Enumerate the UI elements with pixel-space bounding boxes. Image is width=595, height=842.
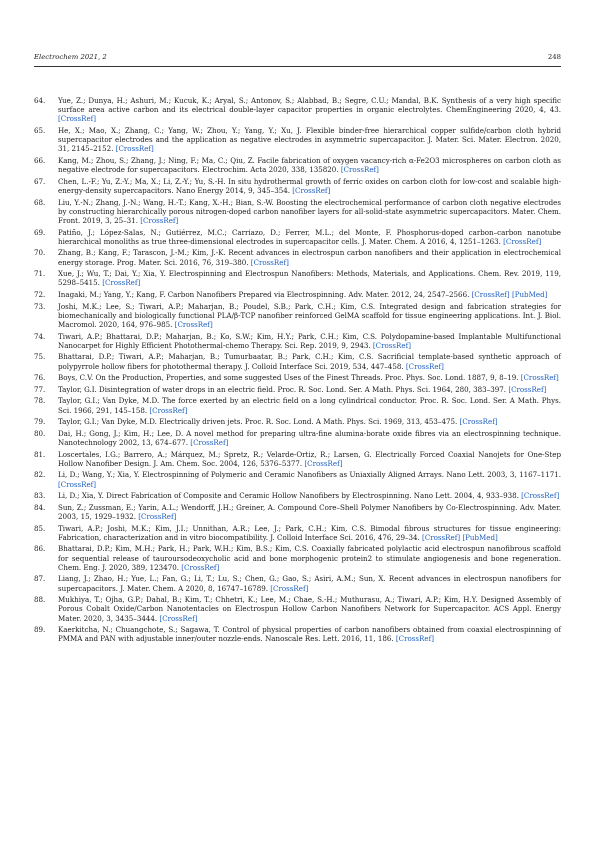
reference-number: 75.: [34, 352, 46, 362]
crossref-link[interactable]: [CrossRef]: [395, 634, 434, 644]
reference-number: 79.: [34, 417, 46, 427]
reference-item: [34, 352, 561, 370]
reference-item: [34, 228, 561, 246]
reference-item: [34, 156, 561, 174]
crossref-link[interactable]: [CrossRef]: [459, 417, 498, 427]
crossref-link[interactable]: [CrossRef]: [159, 613, 198, 623]
reference-text: Kaerkitcha, N.; Chuangchote, S.; Sagawa, T. Control of physical properties of carbon nanofibers obtained from coaxial electrospinning of PMMA and PAN with adjustable inner/outer nozzle-ends. Nanoscale Res. Lett. 2016, 11, 186.: [58, 625, 561, 644]
reference-text: Boys, C.V. On the Production, Properties, and some suggested Uses of the Finest Threads. Proc. Phys. Soc. Lond. 1887, 9, 8–19.: [58, 373, 519, 383]
crossref-link[interactable]: [CrossRef]: [521, 491, 560, 501]
crossref-link[interactable]: [CrossRef]: [138, 511, 177, 521]
header-divider: [34, 66, 561, 67]
reference-item: [34, 491, 561, 500]
crossref-link[interactable]: [CrossRef]: [149, 405, 188, 415]
reference-item: [34, 332, 561, 350]
reference-item: [34, 417, 561, 426]
crossref-link[interactable]: [CrossRef]: [250, 257, 289, 267]
reference-text: Taylor, G.I.; Van Dyke, M.D. The force exerted by an electric field on a long cylindrical conductor. Proc. R. Soc. Lond. Ser. A Math. Phys. Sci. 1966, 291, 145–158.: [58, 396, 561, 415]
crossref-link[interactable]: [CrossRef]: [422, 532, 461, 542]
reference-number: 72.: [34, 289, 46, 299]
reference-number: 69.: [34, 227, 46, 237]
pubmed-link[interactable]: [PubMed]: [511, 289, 548, 299]
crossref-link[interactable]: [CrossRef]: [58, 114, 97, 124]
reference-text: Tiwari, A.P.; Joshi, M.K.; Kim, J.I.; Unnithan, A.R.; Lee, J.; Park, C.H.; Kim, C.S. Bimodal fibrous structures for tissue engineering: Fabrication, characterization and in vitro biocompatibility. J. Colloid Interface Sci. 2016, 476, 29–34.: [58, 523, 561, 542]
journal-citation: Electrochem 2021, 2: [34, 53, 107, 61]
reference-text: Li, D.; Xia, Y. Direct Fabrication of Composite and Ceramic Hollow Nanofibers by Electrospinning. Nano Lett. 2004, 4, 933–938.: [58, 491, 519, 501]
reference-number: 89.: [34, 625, 46, 635]
reference-text: Inagaki, M.; Yang, Y.; Kang, F. Carbon Nanofibers Prepared via Electrospinning. Adv. Mater. 2012, 24, 2547–2566.: [58, 289, 470, 299]
reference-text: Liang, J.; Zhao, H.; Yue, L.; Fan, G.; Li, T.; Lu, S.; Chen, G.; Gao, S.; Asiri, A.M.; Sun, X. Recent advances in electrospun nanofibers for supercapacitors. J. Mater. Chem. A 2020, 8, 16747–16789.: [58, 574, 561, 593]
crossref-link[interactable]: [CrossRef]: [174, 319, 213, 329]
reference-item: [34, 290, 561, 299]
reference-number: 73.: [34, 301, 46, 311]
reference-item: [34, 524, 561, 542]
crossref-link[interactable]: [CrossRef]: [503, 236, 542, 246]
reference-item: [34, 302, 561, 330]
crossref-link[interactable]: [CrossRef]: [471, 289, 510, 299]
reference-list: [34, 96, 561, 646]
crossref-link[interactable]: [CrossRef]: [405, 361, 444, 371]
reference-item: [34, 96, 561, 124]
reference-text: Sun, Z.; Zussman, E.; Yarin, A.L.; Wendorff, J.H.; Greiner, A. Compound Core–Shell Polymer Nanofibers by Co-Electrospinning. Adv. Mater. 2003, 15, 1929–1932.: [58, 502, 561, 521]
reference-number: 65.: [34, 126, 46, 135]
reference-text: Zhang, B.; Kang, F.; Tarascon, J.-M.; Kim, J.-K. Recent advances in electrospun carbon nanofibers and their application in electrochemical energy storage. Prog. Mater. Sci. 2016, 76, 319–380.: [58, 248, 561, 267]
crossref-link[interactable]: [CrossRef]: [520, 373, 559, 383]
crossref-link[interactable]: [CrossRef]: [292, 186, 331, 195]
reference-item: [34, 544, 561, 572]
reference-text: Xue, J.; Wu, T.; Dai, Y.; Xia, Y. Electrospinning and Electrospun Nanofibers: Methods, Materials, and Applications. Chem. Rev. 2019, 119, 5298–5415.: [58, 269, 561, 288]
reference-item: [34, 450, 561, 468]
reference-item: [34, 470, 561, 488]
crossref-link[interactable]: [CrossRef]: [304, 458, 343, 468]
reference-number: 88.: [34, 595, 46, 605]
reference-number: 67.: [34, 176, 46, 186]
reference-number: 80.: [34, 428, 46, 438]
reference-text: Kang, M.; Zhou, S.; Zhang, J.; Ning, F.; Ma, C.; Qiu, Z. Facile fabrication of oxygen vacancy-rich α-Fe2O3 microspheres on carbon cloth as negative electrode for supercapacitors. Electrochim. Acta 2020, 338, 135820.: [58, 156, 561, 175]
reference-number: 64.: [34, 96, 46, 105]
reference-text: Patiño, J.; López-Salas, N.; Gutiérrez, M.C.; Carriazo, D.; Ferrer, M.L.; del Monte, F. Phosphorus-doped carbon–carbon nanotube hierarchical monoliths as true three-dimensional electrodes in supercapacitor cells. J. Mater. Chem. A 2016, 4, 1251–1263.: [58, 227, 561, 246]
crossref-link[interactable]: [CrossRef]: [340, 165, 379, 175]
reference-item: [34, 269, 561, 287]
reference-item: [34, 429, 561, 447]
reference-number: 82.: [34, 470, 46, 480]
reference-number: 81.: [34, 449, 46, 459]
reference-number: 83.: [34, 491, 46, 501]
reference-number: 76.: [34, 373, 46, 383]
reference-text: Tiwari, A.P.; Bhattarai, D.P.; Maharjan, B.; Ko, S.W.; Kim, H.Y.; Park, C.H.; Kim, C.S. Polydopamine-based Implantable Multifunctional Nanocarpet for Highly Efficient Photothermal-chemo Therapy. Sci. Rep. 2019, 9, 2943.: [58, 331, 561, 350]
reference-text: Bhattarai, D.P.; Kim, M.H.; Park, H.; Park, W.H.; Kim, B.S.; Kim, C.S. Coaxially fabricated polylactic acid electrospun nanofibrous scaffold for sequential release of tauroursodeoxycholic acid and bone morphogenic protein2 to stimulate angiogenesis and bone regeneration. Chem. Eng. J. 2020, 389, 123470.: [58, 544, 561, 572]
reference-item: [34, 198, 561, 226]
crossref-link[interactable]: [CrossRef]: [270, 583, 309, 593]
reference-number: 70.: [34, 248, 46, 258]
reference-number: 74.: [34, 331, 46, 341]
reference-text: Joshi, M.K.; Lee, S.; Tiwari, A.P.; Maharjan, B.; Poudel, S.B.; Park, C.H.; Kim, C.S. Integrated design and fabrication strategies for biomechanically and biologically functional PLA/β-TCP nanofiber reinforced GelMA scaffold for tissue engineering applications. Int. J. Biol. Macromol. 2020, 164, 976–985.: [58, 301, 561, 329]
reference-item: [34, 595, 561, 623]
reference-number: 87.: [34, 574, 46, 584]
reference-item: [34, 385, 561, 394]
reference-item: [34, 396, 561, 414]
reference-text: Dai, H.; Gong, J.; Kim, H.; Lee, D. A novel method for preparing ultra-fine alumina-borate oxide fibres via an electrospinning technique. Nanotechnology 2002, 13, 674–677.: [58, 428, 561, 447]
page-header: [34, 53, 561, 65]
crossref-link[interactable]: [CrossRef]: [372, 340, 411, 350]
crossref-link[interactable]: [CrossRef]: [102, 278, 141, 288]
reference-text: Bhattarai, D.P.; Tiwari, A.P.; Maharjan, B.; Tumurbaatar, B.; Park, C.H.; Kim, C.S. Sacrificial template-based synthetic approach of polypyrrole hollow fibers for photothermal therapy. J. Colloid Interface Sci. 2019, 534, 447–458.: [58, 352, 561, 371]
reference-item: [34, 625, 561, 643]
crossref-link[interactable]: [CrossRef]: [140, 216, 179, 225]
reference-text: Taylor, G.I. Disintegration of water drops in an electric field. Proc. R. Soc. Lond. Ser. A Math. Phys. Sci. 1964, 280, 383–397.: [58, 384, 507, 394]
reference-number: 78.: [34, 396, 46, 406]
crossref-link[interactable]: [CrossRef]: [508, 384, 547, 394]
reference-text: Liu, Y.-N.; Zhang, J.-N.; Wang, H.-T.; Kang, X.-H.; Bian, S.-W. Boosting the electrochemical performance of carbon cloth negative electrodes by constructing hierarchically porous nitrogen-doped carbon nanofiber layers for all-solid-state asymmetric supercapacitors. Mater. Chem. Front. 2019, 3, 25–31.: [58, 197, 561, 225]
reference-number: 84.: [34, 502, 46, 512]
reference-item: [34, 126, 561, 154]
reference-number: 71.: [34, 269, 46, 279]
reference-text: Taylor, G.I.; Van Dyke, M.D. Electrically driven jets. Proc. R. Soc. Lond. A Math. Phys. Sci. 1969, 313, 453–475.: [58, 417, 458, 427]
crossref-link[interactable]: [CrossRef]: [115, 144, 154, 154]
crossref-link[interactable]: [CrossRef]: [190, 437, 229, 447]
reference-item: [34, 177, 561, 195]
reference-text: Li, D.; Wang, Y.; Xia, Y. Electrospinning of Polymeric and Ceramic Nanofibers as Uniaxially Aligned Arrays. Nano Lett. 2003, 3, 1167–1171.: [58, 470, 561, 480]
reference-text: Chen, L.-F.; Yu, Z.-Y.; Ma, X.; Li, Z.-Y.; Yu, S.-H. In situ hydrothermal growth of ferric oxides on carbon cloth for low-cost and scalable high-energy-density supercapacitors. Nano Energy 2014, 9, 345–354.: [58, 176, 561, 195]
reference-text: He, X.; Mao, X.; Zhang, C.; Yang, W.; Zhou, Y.; Yang, Y.; Xu, J. Flexible binder-free hierarchical copper sulfide/carbon cloth hybrid supercapacitor electrodes and the application as negative electrodes in asymmetric supercapacitor. J. Mater. Sci. Mater. Electron. 2020, 31, 2145–2152.: [58, 126, 561, 154]
reference-item: [34, 248, 561, 266]
reference-number: 68.: [34, 197, 46, 207]
reference-text: Loscertales, I.G.; Barrero, A.; Márquez, M.; Spretz, R.; Velarde-Ortiz, R.; Larsen, G. Electrically Forced Coaxial Nanojets for One-Step Hollow Nanofiber Design. J. Am. Chem. Soc. 2004, 126, 5376–5377.: [58, 449, 561, 468]
crossref-link[interactable]: [CrossRef]: [181, 562, 220, 572]
reference-number: 85.: [34, 523, 46, 533]
reference-item: [34, 503, 561, 521]
reference-number: 66.: [34, 156, 46, 165]
reference-number: 86.: [34, 544, 46, 554]
reference-number: 77.: [34, 384, 46, 394]
reference-item: [34, 574, 561, 592]
reference-text: Yue, Z.; Dunya, H.; Ashuri, M.; Kucuk, K.; Aryal, S.; Antonov, S.; Alabbad, B.; Segre, C.U.; Mandal, B.K. Synthesis of a very high specific surface area active carbon and its electrical double-layer capacitor properties in organic electrolytes. ChemEngineering 2020, 4, 43.: [58, 96, 561, 115]
reference-text: Mukhiya, T.; Ojha, G.P.; Dahal, B.; Kim, T.; Chhetri, K.; Lee, M.; Chae, S.-H.; Muthurasu, A.; Tiwari, A.P.; Kim, H.Y. Designed Assembly of Porous Cobalt Oxide/Carbon Nanotentacles on Electrospun Hollow Carbon Nanofibers Network for Supercapacitor. ACS Appl. Energy Mater. 2020, 3, 3435–3444.: [58, 595, 561, 623]
pubmed-link[interactable]: [PubMed]: [462, 532, 498, 542]
reference-item: [34, 373, 561, 382]
crossref-link[interactable]: [CrossRef]: [58, 479, 97, 489]
page-number: 248: [547, 53, 561, 61]
